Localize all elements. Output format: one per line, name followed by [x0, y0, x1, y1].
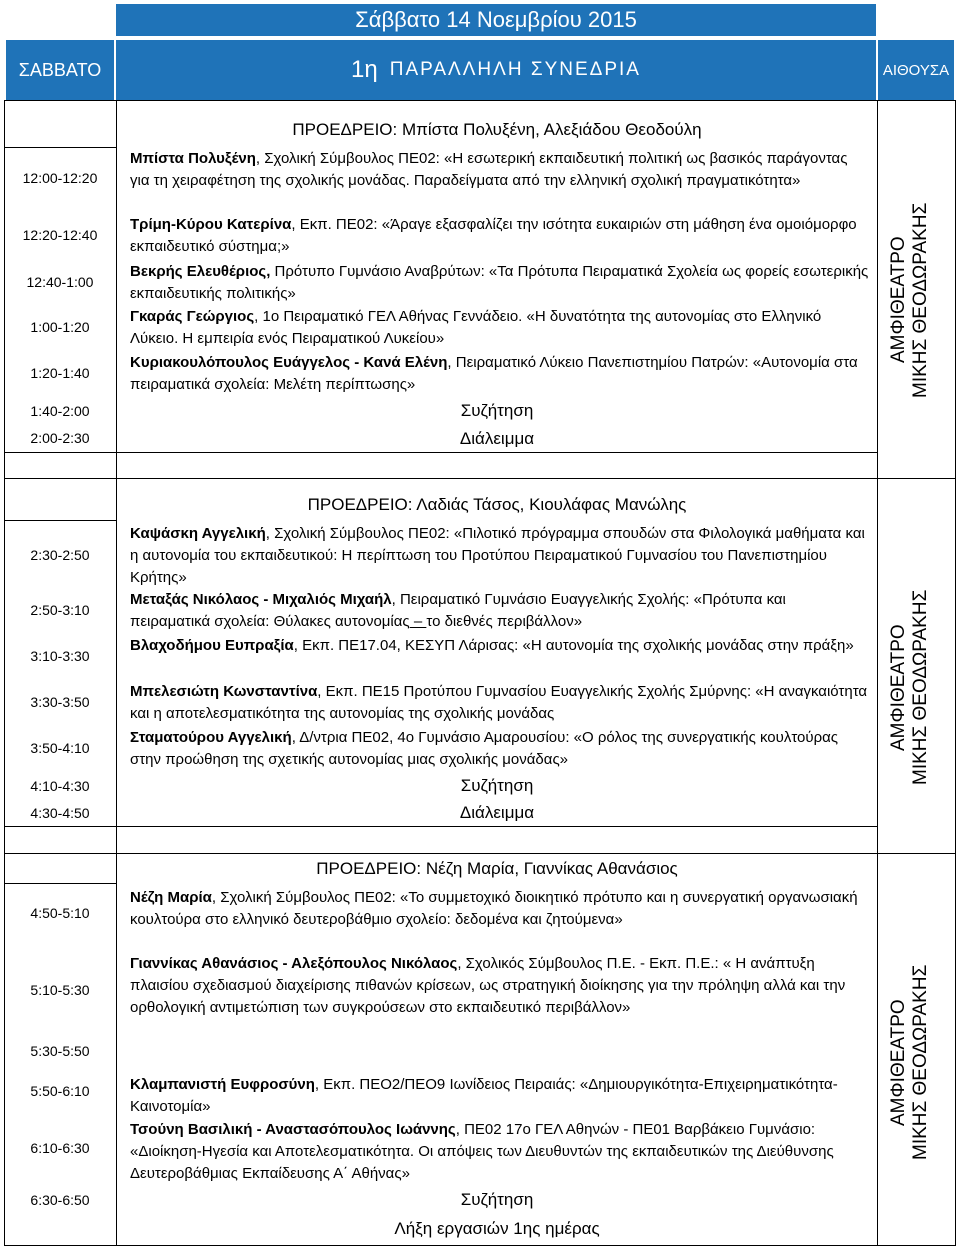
- talk-entry: [130, 1119, 870, 1185]
- talk-speaker: Μπίστα Πολυξένη: [130, 150, 256, 167]
- talk-entry: [130, 953, 870, 1019]
- talk-details: , Σχολική Σύμβουλος ΠΕ02: «Πιλοτικό πρόγραμμα σπουδών στα Φιλολογικά μαθήματα και η αυτονομία του εκπαιδευτικού: Η περίπτωση του Προτύπου Πειραματικού Γυμνασίου του Πανεπιστημίου Κρήτης»: [130, 525, 865, 586]
- talk-details: , Εκπ. ΠΕ02: «Άραγε εξασφαλίζει την ισότητα ευκαιριών στη μάθηση ένα ομοιόμορφο εκπαιδευτικό σύστημα;»: [130, 216, 857, 255]
- talk-details: , Εκπ. ΠΕ17.04, ΚΕΣΥΠ Λάρισας: «Η αυτονομία της σχολικής μονάδας στην πράξη»: [293, 637, 854, 654]
- time-slot: 4:30-4:50: [30, 805, 90, 821]
- talk-entry: [130, 1074, 870, 1118]
- talk-details: , Δ/ντρια ΠΕ02, 4ο Γυμνάσιο Αμαρουσίου: «Ο ρόλος της συνεργατικής κουλτούρας στην προώθηση της σχετικής αυτονομίας μιας σχολικής μονάδας»: [130, 729, 839, 768]
- time-slot: 12:00-12:20: [22, 170, 98, 186]
- chair-block-2: ΠΡΟΕΔΡΕΙΟ: Λαδιάς Τάσος, Κιουλάφας Μανώλης: [307, 495, 687, 514]
- talk-speaker: Τρίμη-Κύρου Κατερίνα: [130, 216, 292, 233]
- talk-details: , Πειραματικό Γυμνάσιο Ευαγγελικής Σχολής: «Πρότυπα και πειραματικά σχολεία: Θύλακες αυτονομίας: [130, 591, 786, 630]
- talk-speaker: Βλαχοδήμου Ευπραξία: [130, 637, 294, 654]
- talk-details: , Πειραματικό Λύκειο Πανεπιστημίου Πατρών: «Αυτονομία στα πειραματικά σχολεία: Μελέτη περίπτωσης»: [130, 354, 858, 393]
- talk-entry: [130, 214, 870, 258]
- talk-entry: [130, 635, 870, 657]
- talk-entry: [130, 261, 870, 305]
- talk-speaker: Βεκρής Ελευθέριος,: [130, 263, 271, 280]
- talk-speaker: Καψάσκη Αγγελική: [130, 525, 266, 542]
- session-number: 1η: [351, 56, 378, 83]
- session-title: ΠΑΡΑΛΛΗΛΗ ΣΥΝΕΔΡΙΑ: [389, 59, 641, 80]
- date-title-bar: [116, 4, 876, 36]
- talk-dash: –: [409, 613, 427, 630]
- talk-entry: [130, 523, 870, 589]
- room-name-block-1: ΑΜΦΙΘΕΑΤΡΟ ΜΙΚΗΣ ΘΕΟΔΩΡΑΚΗΣ: [888, 202, 931, 398]
- time-slot: 1:20-1:40: [30, 365, 90, 381]
- talk-entry: [130, 148, 870, 192]
- time-slot: 4:50-5:10: [30, 905, 90, 921]
- talk-details: , Εκπ. ΠΕ15 Προτύπου Γυμνασίου Ευαγγελικής Σχολής Σμύρνης: «Η αναγκαιότητα και η αποτελεσματικότητα της αυτονομίας της σχολικής μονάδας: [130, 683, 868, 722]
- talk-entry: [130, 727, 870, 771]
- talk-speaker: Κλαμπανιστή Ευφροσύνη: [130, 1076, 315, 1093]
- time-slot: 6:10-6:30: [30, 1140, 90, 1156]
- talk-entry: [130, 589, 870, 633]
- date-title: Σάββατο 14 Νοεμβρίου 2015: [355, 7, 637, 32]
- talk-entry: [130, 681, 870, 725]
- time-slot: 12:20-12:40: [22, 227, 98, 243]
- day-label: ΣΑΒΒΑΤΟ: [18, 59, 102, 80]
- talk-speaker: Νέζη Μαρία: [130, 889, 212, 906]
- break-label: Διάλειμμα: [459, 803, 535, 822]
- session-title-cell: [116, 40, 876, 100]
- time-slot: 1:00-1:20: [30, 319, 90, 335]
- talk-details: , Εκπ. ΠΕΟ2/ΠΕΟ9 Ιωνίδειος Πειραιάς: «Δημιουργικότητα-Επιχειρηματικότητα- Καινοτομία»: [130, 1076, 838, 1115]
- talk-details: , Σχολική Σύμβουλος ΠΕ02: «Η εσωτερική εκπαιδευτική πολιτική ως βασικός παράγοντας για τη χειραφέτηση της σχολικής μονάδας. Παραδείγματα από την ελληνική σχολική πραγματικότητα»: [130, 150, 848, 189]
- chair-block-3: ΠΡΟΕΔΡΕΙΟ: Νέζη Μαρία, Γιαννίκας Αθανάσιος: [316, 859, 678, 878]
- talk-speaker: Γκαράς Γεώργιος: [130, 308, 255, 325]
- discussion-label: Συζήτηση: [460, 1190, 534, 1209]
- time-slot: 3:50-4:10: [30, 740, 90, 756]
- day-label-cell: [6, 40, 114, 100]
- discussion-label: Συζήτηση: [460, 401, 534, 420]
- closing-label: Λήξη εργασιών 1ης ημέρας: [394, 1219, 600, 1238]
- time-slot: 6:30-6:50: [30, 1192, 90, 1208]
- room-name-block-2: ΑΜΦΙΘΕΑΤΡΟ ΜΙΚΗΣ ΘΕΟΔΩΡΑΚΗΣ: [888, 589, 931, 786]
- talk-details: , ΠΕ02 17ο ΓΕΛ Αθηνών - ΠΕ01 Βαρβάκειο Γυμνάσιο: «Διοίκηση-Ηγεσία και Αποτελεσματικότητα. Οι απόψεις των Διευθυντών της εκπαιδευτικών της Διεύθυνσης Δευτεροβάθμιας Εκπαίδευσης Α΄ Αθήνας»: [130, 1121, 834, 1182]
- talk-speaker: Μεταξάς Νικόλαος - Μιχαλιός Μιχαήλ: [130, 591, 392, 608]
- talk-details: , Σχολική Σύμβουλος ΠΕ02: «Το συμμετοχικό διοικητικό πρότυπο και η συνεργατική οργανωσιακή κουλτούρα στο ελληνικό δευτεροβάθμιο σχολείο: δεδομένα και ζητούμενα»: [130, 889, 858, 928]
- time-slot: 1:40-2:00: [30, 403, 90, 419]
- talk-entry: [130, 306, 870, 350]
- room-label-cell: [878, 40, 954, 100]
- talk-speaker: Γιαννίκας Αθανάσιος - Αλεξόπουλος Νικόλαος: [130, 955, 458, 972]
- time-slot: 3:30-3:50: [30, 694, 90, 710]
- time-slot: 5:10-5:30: [30, 982, 90, 998]
- time-slot: 2:00-2:30: [30, 430, 90, 446]
- break-label: Διάλειμμα: [459, 429, 535, 448]
- talk-speaker: Κυριακουλόπουλος Ευάγγελος - Κανά Ελένη: [130, 354, 448, 371]
- time-slot: 4:10-4:30: [30, 778, 90, 794]
- discussion-label: Συζήτηση: [460, 776, 534, 795]
- talk-details: , 1ο Πειραματικό ΓΕΛ Αθήνας Γεννάδειο. «Η δυνατότητα της αυτονομίας στο Ελληνικό Λύκειο. Η εμπειρία ενός Πειραματικού Λυκείου»: [130, 308, 822, 347]
- time-slot: 3:10-3:30: [30, 648, 90, 664]
- time-slot: 12:40-1:00: [26, 274, 94, 290]
- talk-speaker: Σταματούρου Αγγελική: [130, 729, 292, 746]
- talk-speaker: Τσούνη Βασιλική - Αναστασόπουλος Ιωάννης: [130, 1121, 456, 1138]
- time-slot: 2:30-2:50: [30, 547, 90, 563]
- time-slot: 5:50-6:10: [30, 1083, 90, 1099]
- talk-speaker: Μπελεσιώτη Κωνσταντίνα: [130, 683, 318, 700]
- talk-entry: [130, 887, 870, 931]
- room-label: ΑΙΘΟΥΣΑ: [882, 61, 950, 79]
- time-slot: 5:30-5:50: [30, 1043, 90, 1059]
- time-slot: 2:50-3:10: [30, 602, 90, 618]
- chair-block-1: ΠΡΟΕΔΡΕΙΟ: Μπίστα Πολυξένη, Αλεξιάδου Θεοδούλη: [292, 120, 702, 139]
- talk-details-end: το διεθνές περιβάλλον»: [426, 613, 583, 630]
- talk-entry: [130, 352, 870, 396]
- talk-details: Πρότυπο Γυμνάσιο Αναβρύτων: «Τα Πρότυπα Πειραματικά Σχολεία ως φορείς εσωτερικής εκπαιδευτικής πολιτικής»: [130, 263, 869, 302]
- talk-details: , Σχολικός Σύμβουλος Π.Ε. - Εκπ. Π.Ε.: « Η ανάπτυξη πλαισίου σχεδιασμού διαχείρισης πιθανών κρίσεων, ως στρατηγική διοίκησης για την πρόληψη αλλά και την ορθολογική αντιμετώπιση των συγκρούσεων στο εκπαιδευτικό περιβάλλον»: [130, 955, 846, 1016]
- room-name-block-3: ΑΜΦΙΘΕΑΤΡΟ ΜΙΚΗΣ ΘΕΟΔΩΡΑΚΗΣ: [888, 964, 931, 1161]
